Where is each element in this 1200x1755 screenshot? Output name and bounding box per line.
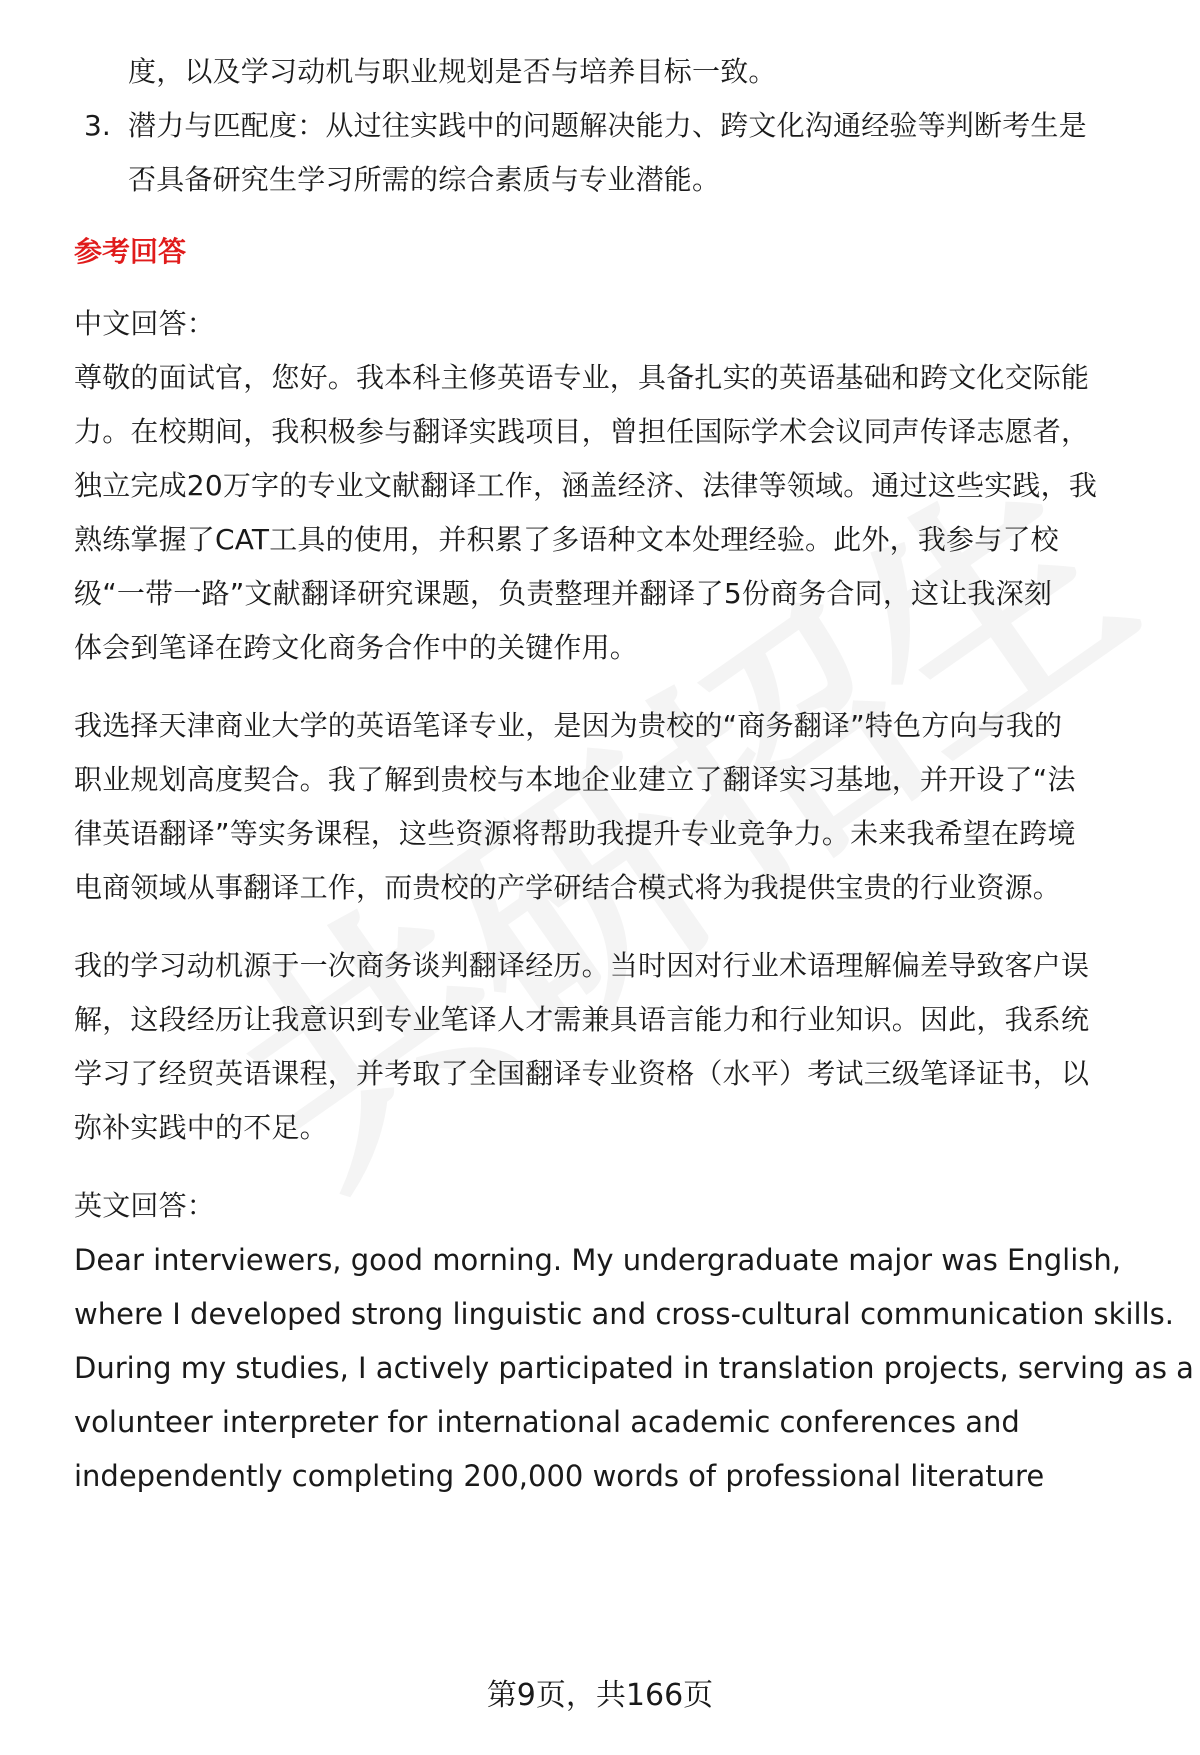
paragraph-line: 熟练掌握了CAT工具的使用，并积累了多语种文本处理经验。此外，我参与了校	[74, 523, 1059, 556]
chinese-answer-label: 中文回答：	[74, 307, 216, 340]
paragraph-line: 解，这段经历让我意识到专业笔译人才需兼具语言能力和行业知识。因此，我系统	[74, 1003, 1090, 1036]
paragraph-line: 我选择天津商业大学的英语笔译专业，是因为贵校的“商务翻译”特色方向与我的	[74, 709, 1063, 742]
answer-heading: 参考回答	[74, 235, 187, 268]
continued-line: 度，以及学习动机与职业规划是否与培养目标一致。	[128, 55, 777, 88]
paragraph-line: 律英语翻译”等实务课程，这些资源将帮助我提升专业竞争力。未来我希望在跨境	[74, 817, 1076, 850]
paragraph-line: 体会到笔译在跨文化商务合作中的关键作用。	[74, 631, 639, 664]
english-line: Dear interviewers, good morning. My undergraduate major was English,	[74, 1243, 1121, 1277]
paragraph-line: 独立完成20万字的专业文献翻译工作，涵盖经济、法律等领域。通过这些实践，我	[74, 469, 1098, 502]
criteria-line: 潜力与匹配度：从过往实践中的问题解决能力、跨文化沟通经验等判断考生是	[128, 109, 1087, 142]
page-footer: 第9页，共166页	[486, 1678, 714, 1713]
english-line: volunteer interpreter for international academic conferences and	[74, 1405, 1020, 1439]
paragraph-line: 尊敬的面试官，您好。我本科主修英语专业，具备扎实的英语基础和跨文化交际能	[74, 361, 1090, 394]
english-line: During my studies, I actively participated in translation projects, serving as a	[74, 1351, 1194, 1385]
paragraph-line: 力。在校期间，我积极参与翻译实践项目，曾担任国际学术会议同声传译志愿者，	[74, 415, 1090, 448]
paragraph-line: 我的学习动机源于一次商务谈判翻译经历。当时因对行业术语理解偏差导致客户误	[74, 949, 1090, 982]
paragraph-line: 学习了经贸英语课程，并考取了全国翻译专业资格（水平）考试三级笔译证书，以	[74, 1057, 1090, 1090]
english-line: independently completing 200,000 words of professional literature	[74, 1459, 1045, 1493]
paragraph-line: 弥补实践中的不足。	[74, 1111, 328, 1144]
english-line: where I developed strong linguistic and cross-cultural communication skills.	[74, 1297, 1174, 1331]
criteria-line: 否具备研究生学习所需的综合素质与专业潜能。	[128, 163, 721, 196]
paragraph-line: 职业规划高度契合。我了解到贵校与本地企业建立了翻译实习基地，并开设了“法	[74, 763, 1076, 796]
english-answer-label: 英文回答：	[74, 1189, 216, 1222]
paragraph-line: 电商领域从事翻译工作，而贵校的产学研结合模式将为我提供宝贵的行业资源。	[74, 871, 1062, 904]
paragraph-line: 级“一带一路”文献翻译研究课题，负责整理并翻译了5份商务合同，这让我深刻	[74, 577, 1053, 610]
criteria-number: 3.	[84, 109, 111, 142]
